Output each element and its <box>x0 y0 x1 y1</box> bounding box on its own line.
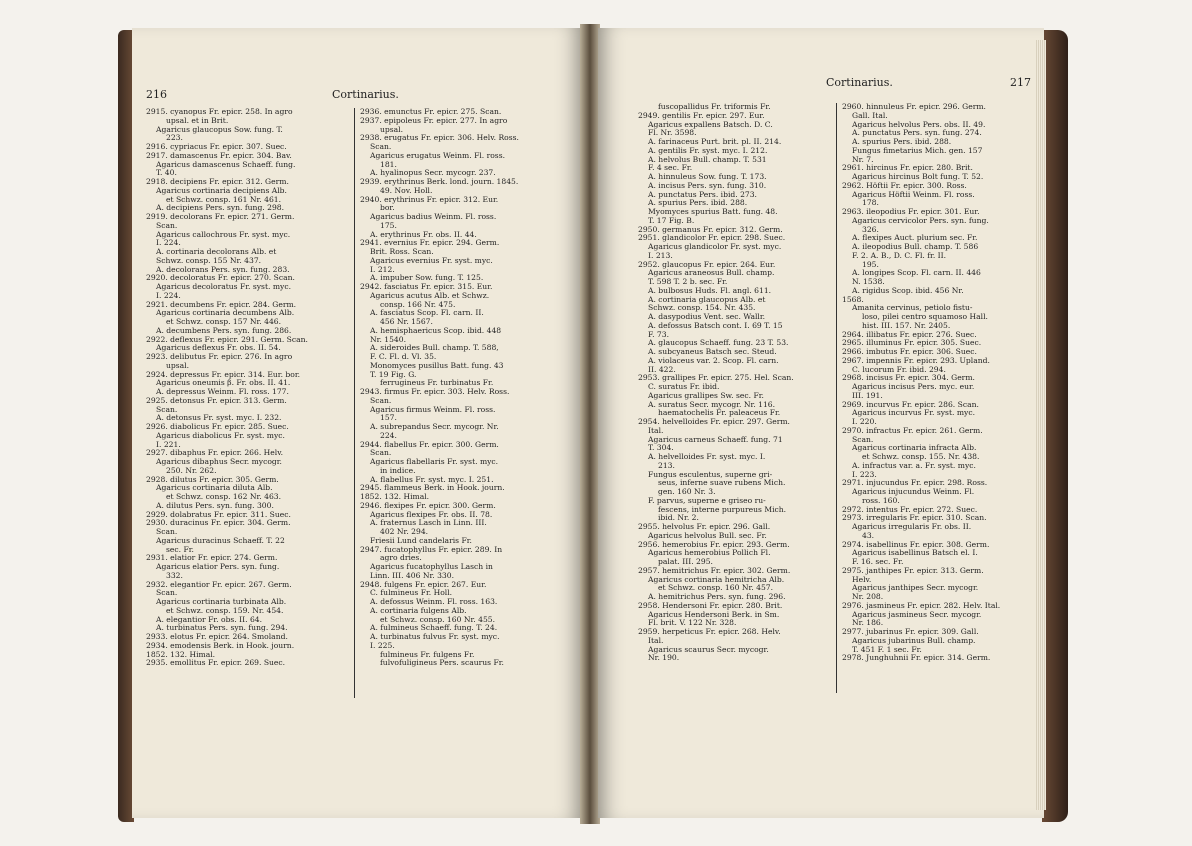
right-page <box>598 28 1044 818</box>
entry-line: III. 191. <box>852 391 883 400</box>
entry-line: Agaricus cervicolor Pers. syn. fung. <box>852 216 989 225</box>
entry-line: 2948. fulgens Fr. epicr. 267. Eur. <box>360 580 487 589</box>
entry-line: 2972. intentus Fr. epicr. 272. Suec. <box>842 505 978 514</box>
entry-line: Agaricus isabellinus Batsch el. I. <box>852 549 978 558</box>
entry-line: et Schwz. consp. 162 Nr. 463. <box>166 493 282 501</box>
entry-line: N. 1538. <box>852 278 885 286</box>
entry-line: Agaricus badius Weinm. Fl. ross. <box>370 213 497 221</box>
entry-line: 2971. injucundus Fr. epicr. 298. Ross. <box>842 479 988 488</box>
entry-line: Agaricus janthipes Secr. mycogr. <box>852 584 979 593</box>
entry-line: Agaricus firmus Weinm. Fl. ross. <box>370 405 496 414</box>
entry-line: 2917. damascenus Fr. epicr. 304. Bav. <box>146 151 292 160</box>
entry-line: 326. <box>862 225 879 234</box>
entry-line: 2957. hemitrichus Fr. epicr. 302. Germ. <box>638 566 791 575</box>
entry-line: A. fasciatus Scop. Fl. carn. II. <box>370 309 484 318</box>
entry-line: 2963. ileopodius Fr. epicr. 301. Eur. <box>842 208 980 216</box>
entry-line: 2958. Hendersoni Fr. epicr. 280. Brit. <box>638 601 783 610</box>
entry-line: F. 2. A. B., D. C. Fl. fr. II. <box>852 251 947 260</box>
entry-line: Agaricus cortinaria infracta Alb. <box>852 444 977 453</box>
entry-line: A. glaucopus Schaeff. fung. 23 T. 53. <box>648 339 789 348</box>
entry-line: 213. <box>658 461 675 470</box>
entry-line: A. depressus Weinm. Fl. ross. 177. <box>156 388 289 396</box>
entry-line: 1568. <box>842 295 864 304</box>
entry-line: A. elegantior Fr. obs. II. 64. <box>156 615 263 624</box>
entry-line: fuscopallidus Fr. triformis Fr. <box>658 103 771 111</box>
entry-line: Agaricus cortinaria decumbens Alb. <box>156 309 295 318</box>
entry-line: 223. <box>166 134 183 143</box>
entry-line: 2961. hircinus Fr. epicr. 280. Brit. <box>842 164 973 173</box>
entry-line: 2928. dilutus Fr. epicr. 305. Germ. <box>146 475 279 484</box>
entry-line: A. incisus Pers. syn. fung. 310. <box>648 181 767 190</box>
entry-line: A. bulbosus Huds. Fl. angl. 611. <box>648 286 772 295</box>
left-column-2 <box>360 108 574 668</box>
entry-line: 250. Nr. 262. <box>166 466 217 475</box>
entry-line: A. punctatus Pers. ibid. 273. <box>648 190 757 199</box>
entry-line: 49. Nov. Holl. <box>380 186 433 195</box>
entry-line: 2916. cypriacus Fr. epicr. 307. Suec. <box>146 143 287 151</box>
entry-line: 2930. duracinus Fr. epicr. 304. Germ. <box>146 519 291 528</box>
entry-line: A. erythrinus Fr. obs. II. 44. <box>370 230 477 239</box>
entry-line: Agaricus Höftii Weinm. Fl. ross. <box>852 190 975 199</box>
gutter <box>580 24 600 824</box>
entry-line: A. rigidus Scop. ibid. 456 Nr. <box>852 286 964 295</box>
entry-line: 2926. diabolicus Fr. epicr. 285. Suec. <box>146 423 289 431</box>
page-edges <box>1036 40 1046 810</box>
entry-line: C. suratus Fr. ibid. <box>648 383 720 391</box>
entry-line: I. 224. <box>156 291 181 300</box>
entry-line: 2935. emollitus Fr. epicr. 269. Suec. <box>146 659 286 668</box>
entry-line: A. hyalinopus Secr. mycogr. 237. <box>370 169 496 178</box>
entry-line: 2962. Höftii Fr. epicr. 300. Ross. <box>842 181 967 190</box>
entry-line: Scan. <box>156 528 178 536</box>
entry-line: C. fulmineus Fr. Holl. <box>370 589 453 598</box>
entry-line: Agaricus oneumis β. Fr. obs. II. 41. <box>156 379 291 388</box>
entry-line: Agaricus diabolicus Fr. syst. myc. <box>156 431 285 440</box>
entry-line: 2951. glandicolor Fr. epicr. 298. Suec. <box>638 234 786 243</box>
entry-line: A. cortinaria fulgens Alb. <box>370 606 467 615</box>
left-page <box>132 28 582 818</box>
entry-line: T. 304. <box>648 444 674 453</box>
entry-line: Ital. <box>648 636 664 645</box>
entry-line: I. 225. <box>370 641 395 650</box>
entry-line: Agaricus callochrous Fr. syst. myc. <box>156 230 291 239</box>
entry-line: 175. <box>380 221 397 230</box>
entry-line: 2953. grallipes Fr. epicr. 275. Hel. Scan. <box>638 374 794 383</box>
entry-line: A. detonsus Fr. syst. myc. I. 232. <box>156 414 282 423</box>
entry-line: Ital. <box>648 426 664 435</box>
entry-line: T. 40. <box>156 169 177 178</box>
entry-line: 2940. erythrinus Fr. epicr. 312. Eur. <box>360 195 499 204</box>
entry-line: Monomyces pusillus Batt. fung. 43 <box>370 361 504 370</box>
entry-line: 2919. decolorans Fr. epicr. 271. Germ. <box>146 213 295 221</box>
page-number: 216 <box>146 88 167 101</box>
entry-line: 2950. germanus Fr. epicr. 312. Germ. <box>638 225 783 234</box>
entry-line: 178. <box>862 199 879 208</box>
entry-line: A. decipiens Pers. syn. fung. 298. <box>156 204 285 213</box>
entry-line: Scan. <box>852 435 874 444</box>
entry-line: Agaricus injucundus Weinm. Fl. <box>852 488 975 496</box>
entry-line: Scan. <box>156 221 178 230</box>
entry-line: F. 4 sec. Fr. <box>648 164 693 173</box>
entry-line: 2970. infractus Fr. epicr. 261. Germ. <box>842 426 983 435</box>
entry-line: 2968. incisus Fr. epicr. 304. Germ. <box>842 374 975 383</box>
entry-line: ferrugineus Fr. turbinatus Fr. <box>380 379 494 388</box>
entry-line: 1852. 132. Himal. <box>146 650 216 659</box>
entry-line: 2978. Junghuhnii Fr. epicr. 314. Germ. <box>842 654 991 663</box>
running-head: Cortinarius. <box>332 88 399 101</box>
entry-line: A. sideroides Bull. champ. T. 588, <box>370 344 499 353</box>
entry-line: 2977. jubarinus Fr. epicr. 309. Gall. <box>842 628 979 636</box>
entry-line: Scan. <box>370 396 392 405</box>
entry-line: Gall. Ital. <box>852 111 888 120</box>
entry-line: loso, pilei centro squamoso Hall. <box>862 313 988 321</box>
entry-line: 2938. erugatus Fr. epicr. 306. Helv. Ross. <box>360 134 519 143</box>
entry-line: 2924. depressus Fr. epicr. 314. Eur. bor. <box>146 370 301 379</box>
entry-line: Schwz. consp. 154. Nr. 435. <box>648 304 756 313</box>
entry-line: 2941. evernius Fr. epicr. 294. Germ. <box>360 239 500 248</box>
entry-line: upsal. <box>166 361 190 370</box>
entry-line: 2944. flabellus Fr. epicr. 300. Germ. <box>360 440 499 449</box>
entry-line: A. dasypodius Vent. sec. Wallr. <box>648 313 766 321</box>
entry-line: Fl. Nr. 3598. <box>648 129 697 138</box>
entry-line: 2925. detonsus Fr. epicr. 313. Germ. <box>146 396 287 405</box>
entry-line: A. defossus Weinm. Fl. ross. 163. <box>370 598 498 606</box>
entry-line: Agaricus dibaphus Secr. mycogr. <box>156 458 282 466</box>
left-column-1 <box>146 108 352 668</box>
entry-line: 2923. delibutus Fr. epicr. 276. In agro <box>146 353 293 361</box>
entry-line: Agaricus flexipes Fr. obs. II. 78. <box>370 510 493 519</box>
entry-line: Agaricus damascenus Schaeff. fung. <box>156 160 296 169</box>
entry-line: 181. <box>380 160 397 169</box>
entry-line: et Schwz. consp. 160 Nr. 455. <box>380 615 496 624</box>
entry-line: Fungus esculentus, superne gri- <box>648 470 773 479</box>
entry-line: Agaricus jubarinus Bull. champ. <box>852 636 976 645</box>
entry-line: in indice. <box>380 466 416 475</box>
entry-line: 2921. decumbens Fr. epicr. 284. Germ. <box>146 300 297 309</box>
entry-line: 2975. janthipes Fr. epicr. 313. Germ. <box>842 566 984 575</box>
entry-line: 224. <box>380 431 397 440</box>
entry-line: 2922. deflexus Fr. epicr. 291. Germ. Scan. <box>146 335 308 344</box>
entry-line: Agaricus evernius Fr. syst. myc. <box>370 256 493 265</box>
right-column-1 <box>638 103 834 663</box>
entry-line: sec. Fr. <box>166 545 194 554</box>
entry-line: Friesii Lund candelaris Fr. <box>370 536 472 545</box>
entry-line: Helv. <box>852 575 872 584</box>
entry-line: II. 422. <box>648 365 676 374</box>
entry-line: Nr. 190. <box>648 654 680 663</box>
entry-line: fescens, interne purpureus Mich. <box>658 505 787 514</box>
entry-line: A. suratus Secr. mycogr. Nr. 116. <box>648 400 776 409</box>
entry-line: Agaricus flabellaris Fr. syst. myc. <box>370 458 499 466</box>
entry-line: Agaricus incurvus Fr. syst. myc. <box>852 409 975 418</box>
entry-line: 2918. decipiens Fr. epicr. 312. Germ. <box>146 178 289 186</box>
entry-line: 2954. helvelloides Fr. epicr. 297. Germ. <box>638 418 790 426</box>
entry-line: A. subrepandus Secr. mycogr. Nr. <box>370 423 499 431</box>
entry-line: 2942. fasciatus Fr. epicr. 315. Eur. <box>360 283 493 291</box>
entry-line: upsal. et in Brit. <box>166 116 229 125</box>
entry-line: Agaricus glaucopus Sow. fung. T. <box>156 125 283 134</box>
right-column-2 <box>842 103 1038 663</box>
entry-line: I. 223. <box>852 470 877 479</box>
entry-line: hist. III. 157. Nr. 2405. <box>862 321 951 330</box>
entry-line: A. subcyaneus Batsch sec. Steud. <box>648 348 777 356</box>
entry-line: A. cortinaria glaucopus Alb. et <box>648 295 766 304</box>
entry-line: 157. <box>380 414 397 423</box>
entry-line: 2946. flexipes Fr. epicr. 300. Germ. <box>360 501 496 510</box>
entry-line: A. violaceus var. 2. Scop. Fl. carn. <box>648 356 779 365</box>
entry-line: A. farinaceus Purt. brit. pl. II. 214. <box>648 138 782 146</box>
entry-line: 2974. isabellinus Fr. epicr. 308. Germ. <box>842 540 990 549</box>
entry-line: 2965. illuminus Fr. epicr. 305. Suec. <box>842 339 982 348</box>
entry-line: 2969. incurvus Fr. epicr. 286. Scan. <box>842 400 979 409</box>
entry-line: 2959. herpeticus Fr. epicr. 268. Helv. <box>638 628 781 636</box>
entry-line: 2932. elegantior Fr. epicr. 267. Germ. <box>146 580 292 589</box>
entry-line: Agaricus glandicolor Fr. syst. myc. <box>648 243 782 251</box>
entry-line: A. decumbens Pers. syn. fung. 286. <box>156 326 292 335</box>
entry-line: A. turbinatus Pers. syn. fung. 294. <box>156 624 288 633</box>
entry-line: A. dilutus Pers. syn. fung. 300. <box>156 501 274 510</box>
column-rule <box>836 103 837 693</box>
entry-line: A. spurius Pers. ibid. 288. <box>648 199 748 208</box>
entry-line: T. 451 F. 1 sec. Fr. <box>852 645 922 654</box>
entry-line: Nr. 186. <box>852 619 884 628</box>
entry-line: 1852. 132. Himal. <box>360 493 430 501</box>
entry-line: Agaricus hircinus Bolt fung. T. 52. <box>852 173 984 181</box>
entry-line: 2936. emunctus Fr. epicr. 275. Scan. <box>360 108 502 116</box>
entry-line: A. flabellus Fr. syst. myc. I. 251. <box>370 475 494 484</box>
entry-line: Agaricus decoloratus Fr. syst. myc. <box>156 283 291 291</box>
entry-line: Amanita cervinus, petiolo fistu- <box>852 304 973 313</box>
entry-line: et Schwz. consp. 159. Nr. 454. <box>166 606 284 615</box>
entry-line: A. cortinaria decolorans Alb. et <box>156 248 277 256</box>
entry-line: A. helvelloides Fr. syst. myc. I. <box>648 453 766 461</box>
entry-line: fulvofuligineus Pers. scaurus Fr. <box>380 659 504 668</box>
entry-line: Agaricus hemerobius Pollich Fl. <box>648 549 771 558</box>
entry-line: A. gentilis Fr. syst. myc. I. 212. <box>648 146 768 155</box>
entry-line: 2915. cyanopus Fr. epicr. 258. In agro <box>146 108 293 116</box>
entry-line: Scan. <box>370 143 392 151</box>
entry-line: agro dries. <box>380 554 422 563</box>
entry-line: seus, inferne suave rubens Mich. <box>658 479 786 488</box>
entry-line: et Schwz. consp. 155. Nr. 438. <box>862 453 980 461</box>
entry-line: F. 16. sec. Fr. <box>852 558 904 566</box>
entry-line: A. decolorans Pers. syn. fung. 283. <box>156 265 290 274</box>
entry-line: A. ileopodius Bull. champ. T. 586 <box>852 243 979 251</box>
entry-line: Agaricus erugatus Weinm. Fl. ross. <box>370 151 506 160</box>
entry-line: A. hemitrichus Pers. syn. fung. 296. <box>648 593 786 601</box>
entry-line: Fl. brit. V. 122 Nr. 328. <box>648 619 737 628</box>
entry-line: 2943. firmus Fr. epicr. 303. Helv. Ross. <box>360 388 510 396</box>
entry-line: 2955. helvolus Fr. epicr. 296. Gall. <box>638 523 771 531</box>
entry-line: et Schwz. consp. 157 Nr. 446. <box>166 318 282 326</box>
entry-line: ross. 160. <box>862 496 900 505</box>
entry-line: ibid. Nr. 2. <box>658 514 699 523</box>
entry-line: Linn. III. 406 Nr. 330. <box>370 571 454 580</box>
entry-line: T. 598 T. 2 b. sec. Fr. <box>648 278 728 286</box>
entry-line: 2945. flammeus Berk. in Hook. journ. <box>360 484 505 493</box>
entry-line: A. defossus Batsch cont. I. 69 T. 15 <box>648 321 783 330</box>
entry-line: 2933. elotus Fr. epicr. 264. Smoland. <box>146 633 288 641</box>
entry-line: A. impuber Sow. fung. T. 125. <box>370 274 484 283</box>
entry-line: Nr. 208. <box>852 593 884 601</box>
entry-line: 2966. imbutus Fr. epicr. 306. Suec. <box>842 348 977 356</box>
entry-line: F. 73. <box>648 330 669 339</box>
entry-line: 456 Nr. 1567. <box>380 318 433 326</box>
entry-line: Nr. 1540. <box>370 335 407 344</box>
entry-line: I. 212. <box>370 265 395 274</box>
entry-line: F. C. Fl. d. Vl. 35. <box>370 353 437 361</box>
entry-line: I. 220. <box>852 418 877 426</box>
entry-line: consp. 166 Nr. 475. <box>380 300 456 309</box>
entry-line: 2964. illibatus Fr. epicr. 276. Suec. <box>842 330 977 339</box>
entry-line: A. helvolus Bull. champ. T. 531 <box>648 155 767 164</box>
entry-line: 402 Nr. 294. <box>380 528 429 536</box>
entry-line: Agaricus duracinus Schaeff. T. 22 <box>156 536 285 545</box>
entry-line: 2929. dolabratus Fr. epicr. 311. Suec. <box>146 510 291 519</box>
entry-line: gen. 160 Nr. 3. <box>658 488 716 496</box>
entry-line: C. lucorum Fr. ibid. 294. <box>852 365 946 374</box>
entry-line: A. turbinatus fulvus Fr. syst. myc. <box>370 633 500 641</box>
entry-line: I. 213. <box>648 251 673 260</box>
entry-line: T. 17 Fig. B. <box>648 216 695 225</box>
entry-line: A. hinnuleus Sow. fung. T. 173. <box>648 173 767 181</box>
entry-line: 195. <box>862 260 879 269</box>
entry-line: A. punctatus Pers. syn. fung. 274. <box>852 129 982 138</box>
entry-line: 2937. epipoleus Fr. epicr. 277. In agro <box>360 116 508 125</box>
entry-line: Agaricus cortinaria diluta Alb. <box>156 484 273 493</box>
entry-line: A. hemisphaericus Scop. ibid. 448 <box>370 326 502 335</box>
entry-line: Agaricus carneus Schaeff. fung. 71 <box>648 435 783 444</box>
running-head: Cortinarius. <box>826 76 893 89</box>
entry-line: 2973. irregularis Fr. epicr. 310. Scan. <box>842 514 987 523</box>
page-number: 217 <box>1010 76 1031 89</box>
entry-line: Agaricus expallens Batsch. D. C. <box>648 120 773 129</box>
entry-line: Agaricus grallipes Sw. sec. Fr. <box>648 391 764 400</box>
entry-line: Agaricus scaurus Secr. mycogr. <box>648 645 769 654</box>
entry-line: Agaricus fucatophyllus Lasch in <box>370 563 493 571</box>
entry-line: 43. <box>862 531 875 540</box>
entry-line: A. longipes Scop. Fl. carn. II. 446 <box>852 269 981 278</box>
entry-line: Scan. <box>156 405 178 414</box>
entry-line: Agaricus incisus Pers. myc. eur. <box>852 383 975 391</box>
entry-line: 2920. decoloratus Fr. epicr. 270. Scan. <box>146 274 295 283</box>
entry-line: 2947. fucatophyllus Fr. epicr. 289. In <box>360 545 503 554</box>
entry-line: Agaricus cortinaria turbinata Alb. <box>156 598 287 606</box>
entry-line: Agaricus deflexus Fr. obs. II. 54. <box>156 344 281 353</box>
entry-line: Brit. Ross. Scan. <box>370 248 434 256</box>
entry-line: 2927. dibaphus Fr. epicr. 266. Helv. <box>146 449 284 458</box>
entry-line: haematochelis Fr. paleaceus Fr. <box>658 409 781 418</box>
entry-line: 2931. elatior Fr. epicr. 274. Germ. <box>146 554 278 563</box>
entry-line: Agaricus cortinaria hemitricha Alb. <box>648 575 785 584</box>
entry-line: 2976. jasmineus Fr. epicr. 282. Helv. Ital. <box>842 601 1001 610</box>
entry-line: 2934. emodensis Berk. in Hook. journ. <box>146 641 295 650</box>
entry-line: Agaricus acutus Alb. et Schwz. <box>370 291 490 300</box>
entry-line: Agaricus jasmineus Secr. mycogr. <box>852 610 982 619</box>
entry-line: 2939. erythrinus Berk. lond. journ. 1845. <box>360 178 519 186</box>
entry-line: I. 224. <box>156 239 181 248</box>
entry-line: Myomyces spurius Batt. fung. 48. <box>648 208 778 216</box>
entry-line: Agaricus cortinaria decipiens Alb. <box>156 186 287 195</box>
entry-line: Agaricus helvolus Pers. obs. II. 49. <box>852 120 986 129</box>
entry-line: A. infractus var. a. Fr. syst. myc. <box>852 461 976 470</box>
entry-line: A. fulmineus Schaeff. fung. T. 24. <box>370 624 498 633</box>
column-rule <box>354 108 355 698</box>
entry-line: Scan. <box>156 589 178 598</box>
entry-line: Nr. 7. <box>852 155 874 164</box>
entry-line: fulmineus Fr. fulgens Fr. <box>380 650 475 659</box>
entry-line: et Schwz. consp. 160 Nr. 457. <box>658 584 774 593</box>
entry-line: A. spurius Pers. ibid. 288. <box>852 138 952 146</box>
entry-line: A. fraternus Lasch in Linn. III. <box>370 519 487 528</box>
entry-line: upsal. <box>380 125 404 134</box>
entry-line: A. flexipes Auct. plurium sec. Fr. <box>852 234 978 243</box>
entry-line: palat. III. 295. <box>658 558 713 566</box>
entry-line: Scan. <box>370 449 392 458</box>
entry-line: Agaricus elatior Pers. syn. fung. <box>156 563 280 571</box>
entry-line: Fungus fimetarius Mich. gen. 157 <box>852 146 983 155</box>
entry-line: Agaricus Hendersoni Berk. in Sm. <box>648 610 780 619</box>
entry-line: Agaricus irregularis Fr. obs. II. <box>852 523 972 531</box>
entry-line: 2949. gentilis Fr. epicr. 297. Eur. <box>638 111 765 120</box>
entry-line: T. 19 Fig. G. <box>370 370 417 379</box>
entry-line: 2956. hemerobius Fr. epicr. 293. Germ. <box>638 540 790 549</box>
entry-line: 332. <box>166 571 183 580</box>
entry-line: 2967. impennis Fr. epicr. 293. Upland. <box>842 356 990 365</box>
entry-line: I. 221. <box>156 440 181 449</box>
entry-line: Schwz. consp. 155 Nr. 437. <box>156 256 262 265</box>
entry-line: F. parvus, superne e griseo ru- <box>648 496 766 505</box>
entry-line: Agaricus helvolus Bull. sec. Fr. <box>648 531 767 540</box>
entry-line: bor. <box>380 204 395 213</box>
entry-line: 2952. glaucopus Fr. epicr. 264. Eur. <box>638 260 776 269</box>
entry-line: Agaricus araneosus Bull. champ. <box>648 269 775 278</box>
entry-line: et Schwz. consp. 161 Nr. 461. <box>166 195 282 204</box>
entry-line: 2960. hinnuleus Fr. epicr. 296. Germ. <box>842 103 986 111</box>
